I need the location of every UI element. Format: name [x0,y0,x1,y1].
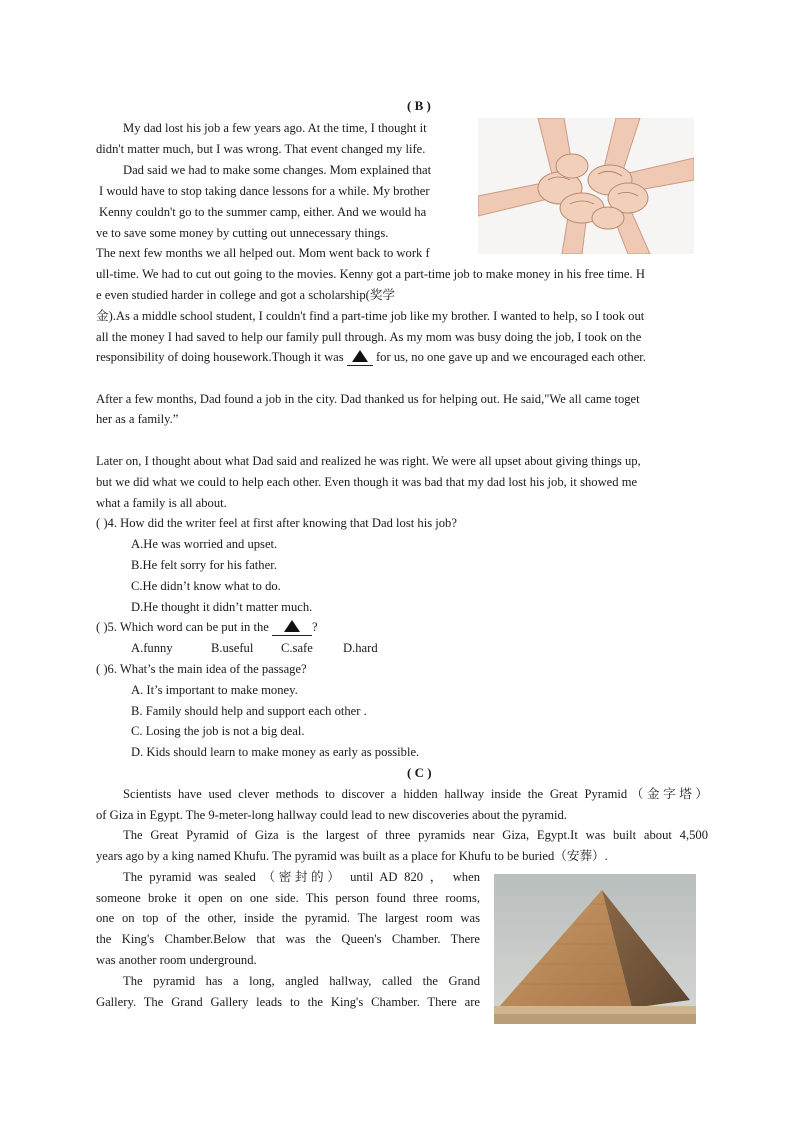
question-5-stem: ( )5. Which word can be put in the ? [96,620,318,634]
question-4-option-c[interactable]: C.He didn’t know what to do. [131,579,281,593]
passage-b-line-12: responsibility of doing housework.Though it was for us, no one gave up and we encouraged each other. [96,350,646,364]
passage-b-line-13: After a few months, Dad found a job in the city. Dad thanked us for helping out. He said,"We all came toget [96,392,640,406]
passage-b-line-1: My dad lost his job a few years ago. At the time, I thought it [123,121,427,135]
passage-c-line-10: The pyramid has a long, angled hallway, called the Grand [123,974,480,988]
passage-c-line-6: someone broke it open on one side. This person found three rooms, [96,891,480,905]
passage-b-line-16: but we did what we could to help each other. Even though it was bad that my dad lost his job, it showed me [96,475,638,489]
passage-b-line-11: all the money I had saved to help our family pull through. As my mom was busy doing the job, I took on the [96,330,642,344]
triangle-icon [352,350,368,362]
passage-b-line-8: ull-time. We had to cut out going to the movies. Kenny got a part-time job to make money in his free time. H [96,267,645,281]
passage-b-line-14: her as a family.” [96,412,179,426]
pyramid-photo [494,874,696,1024]
section-c-heading: ( C ) [407,765,432,780]
passage-b-line-7: The next few months we all helped out. Mom went back to work f [96,246,430,260]
passage-c-line-7: one on top of the other, inside the pyramid. The largest room was [96,911,480,925]
passage-c-line-3: The Great Pyramid of Giza is the largest of three pyramids near Giza, Egypt.It was built about 4,500 [123,828,708,842]
pyramid-illustration [494,874,696,1024]
question-5-option-b[interactable]: B.useful [211,641,254,655]
question-4-stem: ( )4. How did the writer feel at first after knowing that Dad lost his job? [96,516,457,530]
passage-b-line-5: Kenny couldn't go to the summer camp, either. And we would ha [99,205,427,219]
passage-b-line-6: ve to save some money by cutting out unnecessary things. [96,226,389,240]
passage-c-line-5: The pyramid was sealed （密封的） until AD 820 ， when [123,870,480,884]
question-4-option-a[interactable]: A.He was worried and upset. [131,537,278,551]
question-6-option-b[interactable]: B. Family should help and support each other . [131,704,367,718]
question-6-option-d[interactable]: D. Kids should learn to make money as early as possible. [131,745,420,759]
answer-blank [272,619,312,636]
question-4-option-b[interactable]: B.He felt sorry for his father. [131,558,277,572]
question-6-stem: ( )6. What’s the main idea of the passage? [96,662,307,676]
triangle-icon [284,620,300,632]
passage-b-line-9: e even studied harder in college and got a scholarship(奖学 [96,288,396,302]
question-5-option-a[interactable]: A.funny [131,641,173,655]
section-b-heading: ( B ) [407,98,431,113]
question-6-option-c[interactable]: C. Losing the job is not a big deal. [131,724,305,738]
passage-b-line-10: 金).As a middle school student, I couldn't find a part-time job like my brother. I wanted to help, so I took out [96,309,645,323]
passage-b-line-15: Later on, I thought about what Dad said and realized he was right. We were all upset about giving things up, [96,454,641,468]
passage-b-line-3: Dad said we had to make some changes. Mom explained that [123,163,432,177]
question-5-option-d[interactable]: D.hard [343,641,378,655]
question-5-option-c[interactable]: C.safe [281,641,313,655]
question-4-option-d[interactable]: D.He thought it didn’t matter much. [131,600,313,614]
passage-c-line-2: of Giza in Egypt. The 9-meter-long hallway could lead to new discoveries about the pyramid. [96,808,567,822]
passage-b-line-2: didn't matter much, but I was wrong. That event changed my life. [96,142,426,156]
passage-b-line-17: what a family is all about. [96,496,227,510]
answer-blank [347,349,373,366]
passage-c-line-11: Gallery. The Grand Gallery leads to the King's Chamber. There are [96,995,480,1009]
passage-c-line-4: years ago by a king named Khufu. The pyramid was built as a place for Khufu to be buried（安葬）. [96,849,608,863]
passage-c-line-1: Scientists have used clever methods to discover a hidden hallway inside the Great Pyramid（金字塔） [123,787,708,801]
hands-photo [478,118,694,254]
linked-hands-illustration [478,118,694,254]
passage-c-line-8: the King's Chamber.Below that was the Queen's Chamber. There [96,932,480,946]
passage-c-line-9: was another room underground. [96,953,257,967]
passage-b-line-4: I would have to stop taking dance lessons for a while. My brother [99,184,430,198]
question-6-option-a[interactable]: A. It’s important to make money. [131,683,298,697]
